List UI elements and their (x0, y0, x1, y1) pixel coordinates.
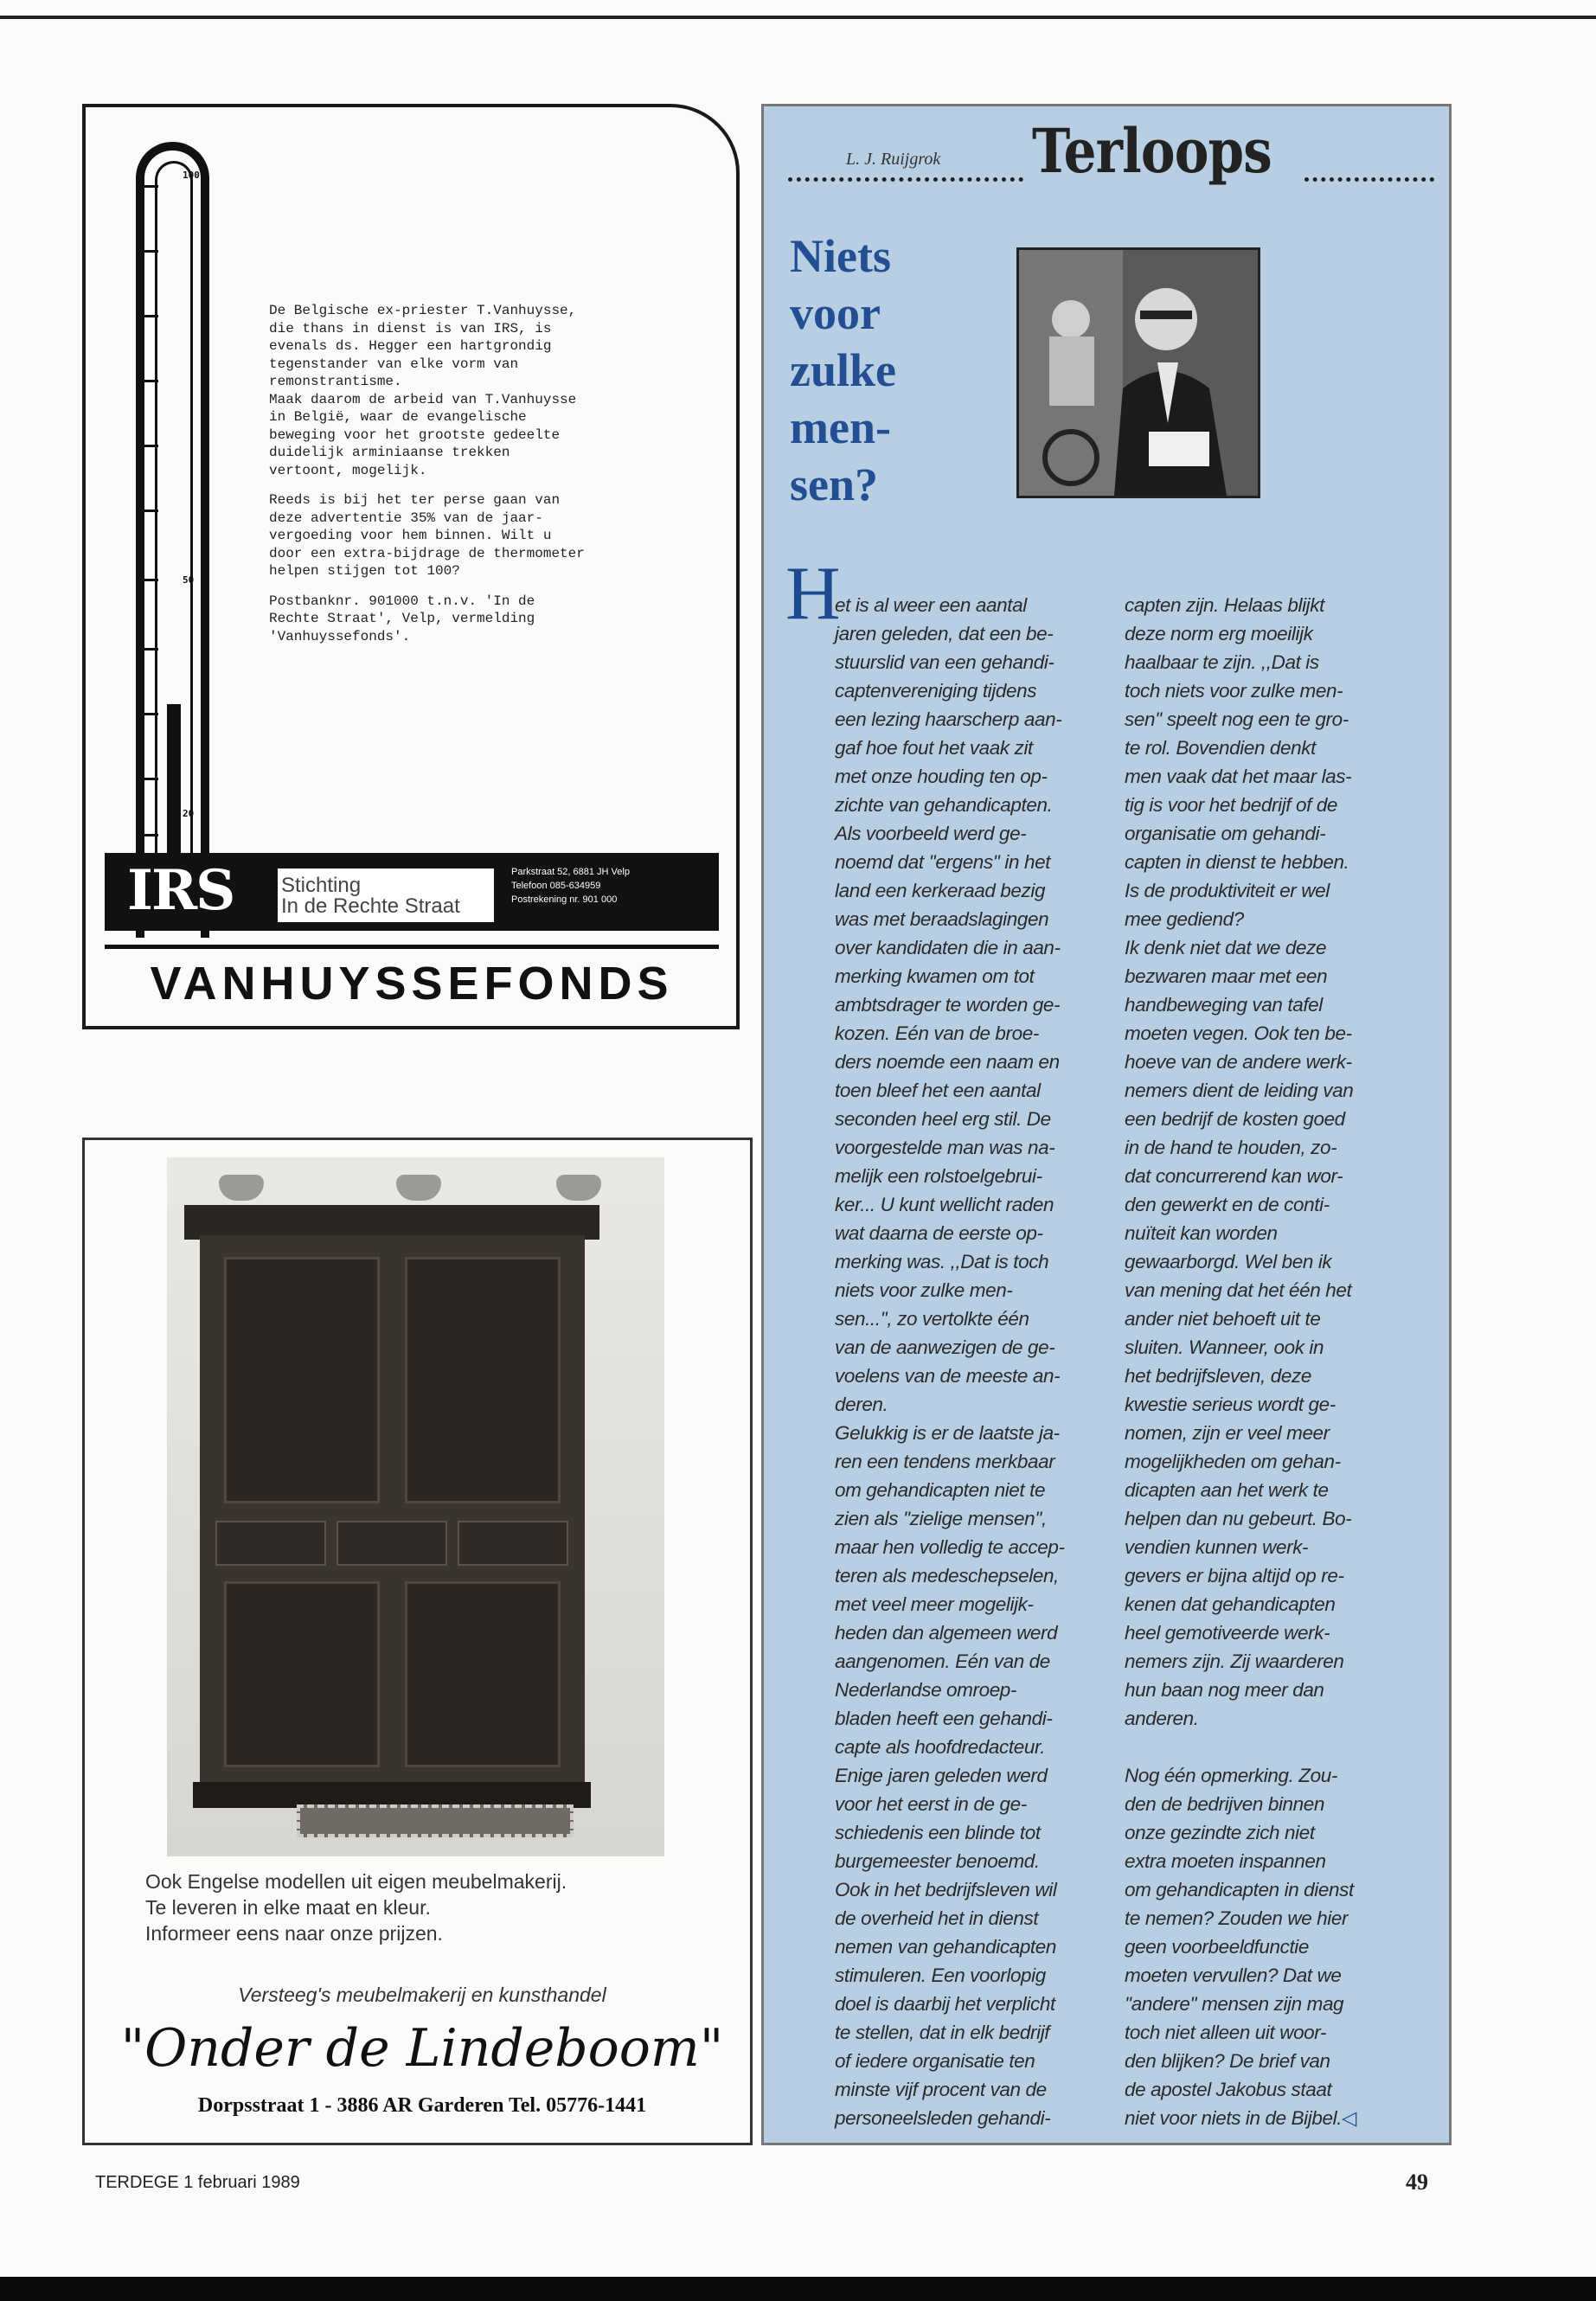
article-line: jaren geleden, dat een be- (835, 623, 1054, 644)
article-line: te nemen? Zouden we hier (1125, 1907, 1349, 1929)
ad-line: Informeer eens naar onze prijzen. (145, 1922, 443, 1945)
article-line: den blijken? De brief van (1125, 2050, 1330, 2072)
thermometer-tick (139, 315, 158, 317)
article-line: het bedrijfsleven, deze (1125, 1365, 1311, 1387)
irs-banner (105, 853, 719, 931)
article-line: merking was. ,,Dat is toch (835, 1251, 1049, 1272)
article-line: de apostel Jakobus staat (1125, 2079, 1332, 2100)
article-line: te stellen, dat in elk bedrijf (835, 2022, 1050, 2043)
article-line: nemers dient de leiding van (1125, 1080, 1354, 1101)
vase-icon (396, 1175, 441, 1201)
cabinet-drawer (458, 1521, 568, 1566)
article-line: Nog één opmerking. Zou- (1125, 1765, 1337, 1786)
dotted-rule (788, 177, 1023, 187)
thermometer-tick (139, 185, 158, 188)
fund-name: VANHUYSSEFONDS (150, 958, 674, 1009)
article-line: van mening dat het één het (1125, 1279, 1352, 1301)
article-line: toch niet alleen uit woor- (1125, 2022, 1327, 2043)
scale-label-top: 100 (183, 170, 200, 181)
article-line: ''andere'' mensen zijn mag (1125, 1993, 1344, 2015)
cabinet-door (224, 1257, 380, 1503)
article-line: onze gezindte zich niet (1125, 1822, 1315, 1843)
article-line: kenen dat gehandicapten (1125, 1593, 1336, 1615)
thermometer-tick (139, 510, 158, 512)
thermometer-tick (139, 834, 158, 836)
article-line: doel is daarbij het verplicht (835, 1993, 1055, 2015)
rug (297, 1804, 574, 1837)
irs-address (511, 865, 630, 907)
article-line: heden dan algemeen werd (835, 1622, 1058, 1644)
ad-line: Te leveren in elke maat en kleur. (145, 1896, 431, 1919)
drop-cap: H (785, 552, 841, 636)
article-line: een lezing haarscherp aan- (835, 708, 1062, 730)
article-line: geen voorbeeldfunctie (1125, 1936, 1310, 1958)
article-line: tig is voor het bedrijf of de (1125, 794, 1338, 816)
cabinet-door (405, 1581, 561, 1767)
article-line: zien als ''zielige mensen'', (835, 1508, 1047, 1529)
ad-paragraph: Reeds is bij het ter perse gaan van deze advertentie 35% van de jaar- vergoeding voor hem binnen. Wilt u door een extra-bijdrage de thermometer helpen stijgen tot 100? (269, 492, 585, 579)
vase-icon (219, 1175, 264, 1201)
article-line: Enige jaren geleden werd (835, 1765, 1048, 1786)
article-line: ders noemde een naam en (835, 1051, 1060, 1073)
article-line: te rol. Bovendien denkt (1125, 737, 1316, 759)
article-line: noemd dat ''ergens'' in het (835, 851, 1051, 873)
article-line: toch niets voor zulke men- (1125, 680, 1343, 702)
article-line: sen'' speelt nog een te gro- (1125, 708, 1349, 730)
article-line: anderen. (1125, 1708, 1199, 1729)
article-line: melijk een rolstoelgebrui- (835, 1165, 1042, 1187)
article-line: moeten vegen. Ook ten be- (1125, 1022, 1352, 1044)
article-line: ren een tendens merkbaar (835, 1451, 1055, 1472)
article-line: schiedenis een blinde tot (835, 1822, 1041, 1843)
article-line: de overheid het in dienst (835, 1907, 1039, 1929)
article-line: hoeve van de andere werk- (1125, 1051, 1352, 1073)
thermometer-tick (139, 579, 158, 581)
article-line: men vaak dat het maar las- (1125, 766, 1352, 787)
scale-label-bottom: 20 (183, 808, 195, 819)
thermometer-tick (139, 380, 158, 382)
ad-paragraph: Postbanknr. 901000 t.n.v. 'In de Rechte Straat', Velp, vermelding 'Vanhuyssefonds'. (269, 593, 535, 644)
portrait-image (1019, 250, 1258, 496)
article-line: seconden heel erg stil. De (835, 1108, 1051, 1130)
scale-label-middle: 50 (183, 574, 195, 586)
article-line: aangenomen. Eén van de (835, 1650, 1050, 1672)
vanhuyssefonds-ad (82, 104, 740, 1029)
article-line: gewaarborgd. Wel ben ik (1125, 1251, 1332, 1272)
article-line: over kandidaten die in aan- (835, 937, 1061, 958)
ad-line: Ook Engelse modellen uit eigen meubelmakerij. (145, 1870, 567, 1893)
article-line: teren als medeschepselen, (835, 1565, 1059, 1586)
article-line: maar hen volledig te accep- (835, 1536, 1065, 1558)
article-line: minste vijf procent van de (835, 2079, 1047, 2100)
article-line: ander niet behoeft uit te (1125, 1308, 1321, 1330)
article-line: capte als hoofdredacteur. (835, 1736, 1046, 1758)
stichting-name (278, 868, 494, 922)
article-line: sen...'', zo vertolkte één (835, 1308, 1029, 1330)
article-line (1125, 1733, 1427, 1761)
headline-line: voor (790, 287, 881, 339)
article-line: extra moeten inspannen (1125, 1850, 1326, 1872)
article-line: toen bleef het een aantal (835, 1080, 1041, 1101)
article-line: merking kwamen om tot (835, 965, 1035, 987)
article-line: om gehandicapten in dienst (1125, 1879, 1354, 1900)
article-line: nuïteit kan worden (1125, 1222, 1278, 1244)
article-line: gevers er bijna altijd op re- (1125, 1565, 1344, 1586)
article-line: Als voorbeeld werd ge- (835, 823, 1027, 844)
article-line: met onze houding ten op- (835, 766, 1048, 787)
address-line: Parkstraat 52, 6881 JH Velp (511, 867, 630, 877)
article-line: heel gemotiveerde werk- (1125, 1622, 1330, 1644)
author-portrait (1016, 247, 1260, 498)
article-line: was met beraadslagingen (835, 908, 1049, 930)
article-line: of iedere organisatie ten (835, 2050, 1035, 2072)
address-line: Postrekening nr. 901 000 (511, 894, 618, 905)
author-name: L. J. Ruijgrok (846, 150, 941, 169)
irs-logo: IRS (127, 858, 234, 923)
article-line: van de aanwezigen de ge- (835, 1336, 1055, 1358)
headline-line: men- (790, 401, 891, 453)
article-line: stuurslid van een gehandi- (835, 651, 1054, 673)
section-title: Terloops (1032, 115, 1272, 187)
article-line: kwestie serieus wordt ge- (1125, 1394, 1336, 1415)
article-line: vendien kunnen werk- (1125, 1536, 1309, 1558)
article-line: Is de produktiviteit er wel (1125, 880, 1330, 901)
cabinet-drawer (337, 1521, 447, 1566)
article-line: dat concurrerend kan wor- (1125, 1165, 1343, 1187)
bottom-band (0, 2277, 1596, 2301)
cabinet-cornice (184, 1205, 599, 1240)
article-line: bezwaren maar met een (1125, 965, 1328, 987)
article-line: met veel meer mogelijk- (835, 1593, 1034, 1615)
thermometer-tick (139, 648, 158, 651)
divider (105, 945, 719, 949)
ad-body-text (269, 302, 719, 657)
headline-line: sen? (790, 458, 879, 510)
article-line: deze norm erg moeilijk (1125, 623, 1313, 644)
article-line: een bedrijf de kosten goed (1125, 1108, 1345, 1130)
cabinet-drawer (215, 1521, 326, 1566)
article-line: nemers zijn. Zij waarderen (1125, 1650, 1344, 1672)
article-line: Gelukkig is er de laatste ja- (835, 1422, 1060, 1444)
article-line: Ook in het bedrijfsleven wil (835, 1879, 1057, 1900)
thermometer-tick (139, 445, 158, 447)
article-line: nomen, zijn er veel meer (1125, 1422, 1330, 1444)
article-line: sluiten. Wanneer, ook in (1125, 1336, 1324, 1358)
cabinet-door (224, 1581, 380, 1767)
cabinet-photo (167, 1157, 664, 1856)
publication-footer: TERDEGE 1 februari 1989 (95, 2173, 300, 2192)
article-line: moeten vervullen? Dat we (1125, 1965, 1342, 1986)
top-rule (0, 16, 1596, 19)
thermometer-tick (139, 778, 158, 780)
article-line: capten in dienst te hebben. (1125, 851, 1349, 873)
headline-line: Niets (790, 230, 891, 282)
shop-name: "Onder de Lindeboom" (120, 2018, 724, 2079)
thermometer-tick (139, 250, 158, 253)
article-line: dicapten aan het werk te (1125, 1479, 1329, 1501)
article-line: capten zijn. Helaas blijkt (1125, 594, 1324, 616)
article-line: wat daarna de eerste op- (835, 1222, 1043, 1244)
article-line: helpen dan nu gebeurt. Bo- (1125, 1508, 1352, 1529)
article-column-left (835, 591, 1138, 2132)
article-line: stimuleren. Een voorlopig (835, 1965, 1046, 1986)
article-line: den de bedrijven binnen (1125, 1793, 1324, 1815)
article-line: den gewerkt en de conti- (1125, 1194, 1330, 1215)
address-line: Telefoon 085-634959 (511, 881, 601, 891)
ad-paragraph: De Belgische ex-priester T.Vanhuysse, die thans in dienst is van IRS, is evenals ds. Hegger een hartgrondig tegenstander van elke vorm van remonstrantisme. Maak daarom de arbeid van T.Vanhuysse in België, waar de evangelische beweging voor het grootste gedeelte duidelijk arminiaanse trekken vertoont, mogelijk. (269, 303, 577, 478)
thermometer-tick (139, 713, 158, 715)
article-line: om gehandicapten niet te (835, 1479, 1046, 1501)
firm-name: Versteeg's meubelmakerij en kunsthandel (238, 1984, 606, 2006)
article-line: deren. (835, 1394, 888, 1415)
article-line: captenvereniging tijdens (835, 680, 1037, 702)
article-line: Nederlandse omroep- (835, 1679, 1017, 1701)
terloops-column (761, 104, 1452, 2145)
article-line: mogelijkheden om gehan- (1125, 1451, 1341, 1472)
article-line: in de hand te houden, zo- (1125, 1137, 1337, 1158)
article-line: niets voor zulke men- (835, 1279, 1013, 1301)
article-line: et is al weer een aantal (835, 594, 1027, 616)
cabinet-door (405, 1257, 561, 1503)
headline-line: zulke (790, 344, 897, 396)
furniture-ad-text (145, 1868, 734, 1946)
shop-address: Dorpsstraat 1 - 3886 AR Garderen Tel. 05776-1441 (197, 2094, 647, 2117)
article-line: hun baan nog meer dan (1125, 1679, 1324, 1701)
article-column-right (1125, 591, 1427, 2132)
article-line: zichte van gehandicapten. (835, 794, 1053, 816)
dotted-rule (1304, 177, 1434, 187)
article-line: mee gediend? (1125, 908, 1244, 930)
article-line: voelens van de meeste an- (835, 1365, 1061, 1387)
page-number: 49 (1406, 2170, 1428, 2195)
headline (790, 228, 937, 513)
article-line: ker... U kunt wellicht raden (835, 1194, 1054, 1215)
article-line: voor het eerst in de ge- (835, 1793, 1027, 1815)
article-line: handbeweging van tafel (1125, 994, 1323, 1016)
article-line: kozen. Eén van de broe- (835, 1022, 1039, 1044)
article-line: bladen heeft een gehandi- (835, 1708, 1053, 1729)
article-line: personeelsleden gehandi- (835, 2107, 1051, 2129)
article-line: Ik denk niet dat we deze (1125, 937, 1327, 958)
article-line: organisatie om gehandi- (1125, 823, 1326, 844)
article-line: niet voor niets in de Bijbel.◁ (1125, 2107, 1356, 2129)
article-line: burgemeester benoemd. (835, 1850, 1040, 1872)
vase-icon (556, 1175, 601, 1201)
end-mark-icon: ◁ (1342, 2107, 1356, 2129)
cabinet-body (200, 1235, 585, 1785)
article-line: haalbaar te zijn. ,,Dat is (1125, 651, 1319, 673)
stichting-line: Stichting (281, 874, 362, 897)
furniture-ad (82, 1138, 753, 2145)
article-line: nemen van gehandicapten (835, 1936, 1057, 1958)
article-line: gaf hoe fout het vaak zit (835, 737, 1033, 759)
article-line: ambtsdrager te worden ge- (835, 994, 1061, 1016)
article-line: land een kerkeraad bezig (835, 880, 1046, 901)
article-line: voorgestelde man was na- (835, 1137, 1055, 1158)
stichting-line: In de Rechte Straat (281, 894, 460, 918)
